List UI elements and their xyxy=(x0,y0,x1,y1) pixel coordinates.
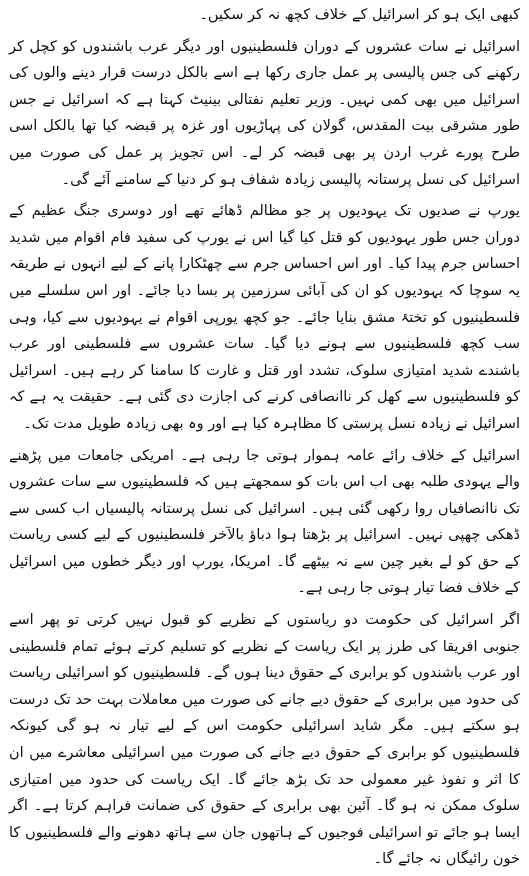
paragraph-2: اسرائیل نے سات عشروں کے دوران فلسطینیوں اور دیگر عرب باشندوں کو کچل کر رکھنے کی جس پالیسی پر عمل جاری رکھا ہے اسے بالکل درست قرار دینے والوں کی اسرائیل میں بھی کمی نہیں۔ وزیر تعلیم نفتالی بینیٹ کہتا ہے کہ اسرائیل نے جس طور مشرقی بیت المقدس، گولان کی پہاڑیوں اور غزہ پر قبضہ کیا تھا بالکل اسی طرح پورے غرب اردن پر بھی قبضہ کر لے۔ اس تجویز پر عمل کی صورت میں اسرائیل کی نسل پرستانہ پالیسی زیادہ شفاف ہو کر دنیا کے سامنے آئے گی۔ xyxy=(9,38,520,188)
paragraph-3: یورپ نے صدیوں تک یہودیوں پر جو مظالم ڈھائے تھے اور دوسری جنگ عظیم کے دوران جس طور یہودیوں کو قتل کیا گیا اس نے یورپ کی سفید فام اقوام میں شدید احساس جرم پیدا کیا۔ اور اس احساس جرم سے چھٹکارا پانے کے لیے انہوں نے طریقہ یہ سوچا کہ یہودیوں کو ان کی آبائی سرزمین پر بسا دیا جائے۔ اور اس سلسلے میں فلسطینیوں کو تختۂ مشق بنایا جائے۔ جو کچھ یورپی اقوام نے یہودیوں سے کیا، وہی سب کچھ فلسطینیوں سے ہونے دیا گیا۔ سات عشروں سے فلسطینی اور عرب باشندے شدید امتیازی سلوک، تشدد اور قتل و غارت کا سامنا کر رہے ہیں۔ اسرائیل کو فلسطینیوں سے کھل کر ناانصافی کرنے کی اجازت دی گئی ہے۔ حقیقت یہ ہے کہ اسرائیل نے زیادہ نسل پرستی کا مظاہرہ کیا ہے اور وہ بھی زیادہ طویل مدت تک۔ xyxy=(9,203,520,432)
paragraph-1: کبھی ایک ہو کر اسرائیل کے خلاف کچھ نہ کر سکیں۔ xyxy=(199,7,520,23)
paragraph-5: اگر اسرائیل کی حکومت دو ریاستوں کے نظریے کو قبول نہیں کرتی تو پھر اسے جنوبی افریقا کی طرز پر ایک ریاست کے نظریے کو تسلیم کرتے ہوئے تمام فلسطینی اور عرب باشندوں کو برابری کے حقوق دینا ہوں گے۔ فلسطینیوں کو اسرائیلی ریاست کی حدود میں برابری کے حقوق دیے جانے کی صورت میں معاملات بہت حد تک درست ہو سکتے ہیں۔ مگر شاید اسرائیلی حکومت اس کے لیے تیار نہ ہو گی کیونکہ فلسطینیوں کو برابری کے حقوق دیے جانے کی صورت میں اسرائیلی معاشرے میں ان کا اثر و نفوذ غیر معمولی حد تک بڑھ جائے گا۔ ایک ریاست کی حدود میں امتیازی سلوک ممکن نہ ہو گا۔ آئین بھی برابری کے حقوق کی ضمانت فراہم کرتا ہے۔ اگر ایسا ہو جائے تو اسرائیلی فوجیوں کے ہاتھوں جان سے ہاتھ دھونے والے فلسطینیوں کا خون رائیگاں نہ جائے گا۔ xyxy=(9,612,520,868)
paragraph-4: اسرائیل کے خلاف رائے عامہ ہموار ہوتی جا رہی ہے۔ امریکی جامعات میں پڑھنے والے یہودی طلبہ بھی اب اس بات کو سمجھتے ہیں کہ فلسطینیوں سے سات عشروں تک ناانصافیاں روا رکھی گئی ہیں۔ اسرائیل کی نسل پرستانہ پالیسیاں اب کسی سے ڈھکی چھپی نہیں۔ اسرائیل پر بڑھتا ہوا دباؤ بالآخر فلسطینیوں کے لیے کسی ریاست کے حق کو لے بغیر چین سے نہ بیٹھے گا۔ امریکا، یورپ اور دیگر خطوں میں اسرائیل کے خلاف فضا تیار ہوتی جا رہی ہے۔ xyxy=(9,447,520,597)
